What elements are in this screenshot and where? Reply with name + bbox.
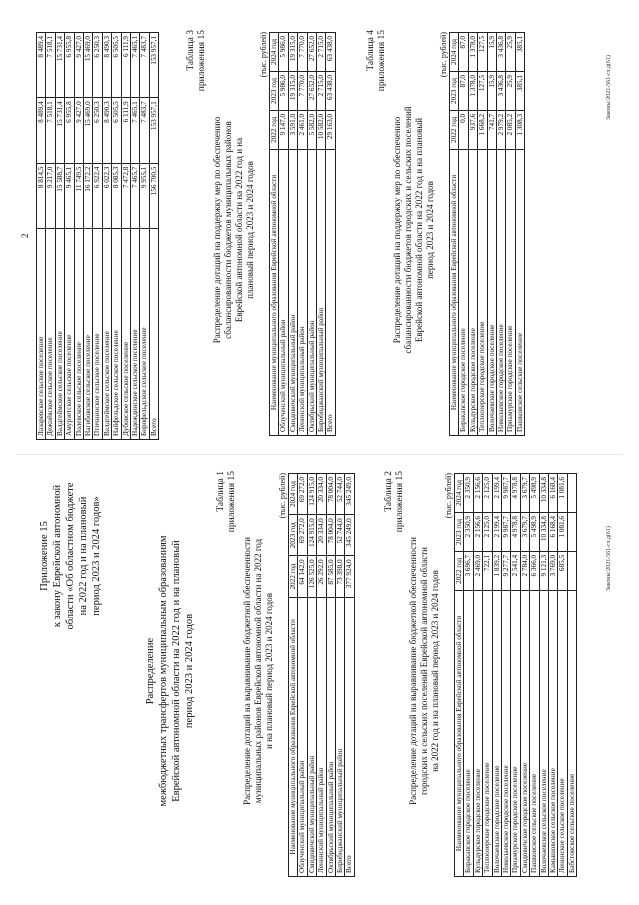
cell-value: 4 978,8	[511, 474, 520, 513]
table-header: 2024 год	[450, 33, 459, 72]
appendix-line: области «Об областном бюджете	[65, 482, 76, 630]
table-row	[149, 33, 158, 440]
caption-line: период 2023 и 2024 годов	[425, 181, 435, 279]
table-row	[511, 474, 520, 877]
table-row	[502, 474, 511, 877]
cell-name: Полевское сельское поселение	[74, 228, 83, 439]
cell-value: 124 915,0	[307, 515, 316, 556]
cell-value: 15,9	[487, 33, 496, 72]
cell-value: 6 505,5	[112, 33, 121, 98]
table3-caption	[212, 40, 256, 420]
cell-value: 7 770,0	[298, 71, 307, 110]
table-row	[288, 33, 297, 436]
table-row	[567, 474, 576, 877]
cell-name: Смидовичский муниципальный район	[288, 149, 297, 435]
table-row	[487, 33, 496, 436]
cell-value: 25,9	[506, 71, 515, 110]
cell-name: Октябрьский муниципальный район	[326, 597, 335, 876]
table-row	[539, 474, 548, 877]
cell-name: Валдгеймское сельское поселение	[55, 228, 64, 439]
cell-value: 1 081,6	[558, 474, 567, 513]
document-title	[144, 531, 196, 811]
cell-value: 3 591,0	[288, 110, 297, 149]
right-page	[16, 14, 623, 450]
cell-name: Ленинское сельское поселение	[558, 590, 567, 876]
table4-unit: (тыс. рублей)	[439, 32, 448, 78]
cell-value: 69 272,0	[298, 515, 307, 556]
cell-name: Облученский муниципальный район	[298, 597, 307, 876]
caption-line: городских и сельских поселений Еврейской автономной области	[419, 547, 429, 795]
cell-value: 5 498,9	[530, 512, 539, 551]
cell-name: Дубовское сельское поселение	[121, 228, 130, 439]
cell-value: 2 541,4	[511, 551, 520, 590]
cell-value: 15 731,4	[55, 33, 64, 98]
table-row	[336, 474, 345, 877]
cell-value: 1 378,0	[468, 33, 477, 72]
cell-value: 1 839,2	[492, 551, 501, 590]
table2-label: Таблица 2	[384, 471, 394, 512]
cell-name: Биробиджанский муниципальный район	[336, 597, 345, 876]
cell-value: 3 769,0	[549, 551, 558, 590]
table3-sub: приложения 15	[197, 30, 207, 92]
table-row	[515, 33, 524, 436]
table-row	[140, 33, 149, 440]
cell-name: Ленинский муниципальный район	[298, 149, 307, 435]
cell-name: Волочаевское городское поселение	[492, 590, 501, 876]
cell-value: 7 518,1	[46, 98, 55, 163]
cell-value: 8 085,3	[112, 163, 121, 228]
cell-value: 26 292,0	[317, 556, 326, 597]
cell-value: 87 585,0	[326, 556, 335, 597]
cell-value: 127,5	[478, 71, 487, 110]
table1-sub: приложения 15	[227, 471, 237, 533]
cell-name: Всего	[326, 149, 335, 435]
cell-value: 9 955,1	[140, 163, 149, 228]
cell-value: 3 679,7	[520, 512, 529, 551]
table3-label-block	[186, 30, 208, 200]
left-page	[16, 459, 623, 891]
table-row	[307, 33, 316, 436]
table-row	[307, 474, 316, 877]
table-row	[473, 474, 482, 877]
cell-value: 27 652,0	[307, 71, 316, 110]
table1-label-block	[216, 471, 238, 641]
cell-value: 2 715,0	[317, 33, 326, 72]
right-footer-code: Законы/2021-561-гл.д(61)	[606, 55, 612, 120]
table-row	[317, 474, 326, 877]
table4	[449, 32, 525, 436]
cell-value: 15 731,4	[55, 98, 64, 163]
cell-name: Кульдурское городское поселение	[468, 149, 477, 435]
cell-value: 15 469,0	[84, 33, 93, 98]
cell-name: Смидовичское городское поселение	[520, 590, 529, 876]
title-line: Распределение	[145, 637, 156, 705]
caption-line: сбалансированности бюджетов городских и сельских поселений	[403, 106, 413, 354]
cell-name: Всего	[149, 228, 158, 439]
cell-value: 9 427,0	[74, 98, 83, 163]
table3-unit: (тыс. рублей)	[259, 32, 268, 78]
table1-label: Таблица 1	[216, 471, 226, 512]
table4-label: Таблица 4	[366, 30, 376, 71]
table-row	[121, 33, 130, 440]
table4-caption	[392, 40, 436, 420]
cell-value: 9 121,3	[539, 551, 548, 590]
cell-value: 8 814,5	[37, 163, 46, 228]
cell-value: 6 366,0	[530, 551, 539, 590]
table-row	[279, 33, 288, 436]
caption-line: Еврейской автономной области на 2022 год и на	[234, 137, 244, 323]
cell-name: Биракanское городское поселение	[459, 149, 468, 435]
table-row	[464, 474, 473, 877]
page-number: 2	[20, 233, 30, 238]
cell-value: 15,9	[487, 71, 496, 110]
page-divider	[16, 454, 623, 455]
cell-value: 20 334,0	[317, 515, 326, 556]
cell-value: 6 022,3	[102, 163, 111, 228]
cell-value: 8 489,4	[37, 98, 46, 163]
table-header: 2023 год	[270, 71, 279, 110]
cell-value: 2 461,0	[298, 110, 307, 149]
table2-caption	[408, 481, 441, 861]
cell-value: 345 249,0	[345, 474, 354, 515]
cell-name: Бирофельдское сельское поселение	[140, 228, 149, 439]
cell-value	[567, 474, 576, 513]
table-row	[459, 33, 468, 436]
table-row	[65, 33, 74, 440]
cell-value: 78 004,0	[326, 474, 335, 515]
left-footer-code: Законы/2021-561-гл.д(61)	[606, 526, 612, 591]
table-row	[506, 33, 515, 436]
cell-value: 156 700,5	[149, 163, 158, 228]
cell-value: 2 199,4	[492, 512, 501, 551]
cell-value: 9 987,7	[502, 512, 511, 551]
cell-value: 16 172,2	[84, 163, 93, 228]
cell-value: 78 004,0	[326, 515, 335, 556]
cell-value: 11 749,5	[74, 163, 83, 228]
cell-name: Дежнёвское сельское поселение	[46, 228, 55, 439]
caption-line: на 2022 год и на плановый период 2023 и 2024 годов	[430, 570, 440, 772]
table1-caption	[242, 481, 275, 861]
cell-name: Волочаевское городское поселение	[487, 149, 496, 435]
cell-value: 937,6	[468, 110, 477, 149]
cell-value: 2 199,4	[492, 474, 501, 513]
cell-value: 1 308,3	[515, 110, 524, 149]
cell-value: 52 744,0	[336, 474, 345, 515]
cell-value: 2 125,0	[483, 474, 492, 513]
table2-unit: (тыс. рублей)	[444, 473, 453, 519]
cell-value: 9 277,7	[502, 551, 511, 590]
title-line: период 2023 и 2024 годов	[184, 613, 195, 729]
table-row	[112, 33, 121, 440]
cell-value	[567, 512, 576, 551]
cell-name: Николаевское городское поселение	[497, 149, 506, 435]
cell-value: 9 147,0	[279, 110, 288, 149]
cell-name: Бабстовское сельское поселение	[567, 590, 576, 876]
cell-value: 0,0	[459, 110, 468, 149]
table-header: Наименование муниципального образования Еврейской автономной области	[289, 597, 298, 876]
cell-value: 73 398,0	[336, 556, 345, 597]
cell-value: 124 915,0	[307, 474, 316, 515]
cell-value: 9 427,0	[74, 33, 83, 98]
cell-value: 377 924,0	[345, 556, 354, 597]
cell-value: 6 168,4	[549, 474, 558, 513]
cell-value: 3 679,7	[520, 474, 529, 513]
cell-value: 6 168,4	[549, 512, 558, 551]
table-row	[74, 33, 83, 440]
table-row	[483, 474, 492, 877]
cell-value: 1 668,2	[478, 110, 487, 149]
cell-value: 126 525,0	[307, 556, 316, 597]
cell-value: 6 505,5	[112, 98, 121, 163]
cell-name: Биробиджанский муниципальный район	[317, 149, 326, 435]
cell-value: 6 955,8	[65, 98, 74, 163]
table-row	[298, 33, 307, 436]
cell-name: Всего	[345, 597, 354, 876]
cell-value: 2 156,6	[473, 512, 482, 551]
table2-label-block	[384, 471, 406, 641]
cell-value: 87,0	[459, 33, 468, 72]
cell-value: 7 483,7	[140, 98, 149, 163]
cell-name: Николаевское городское поселение	[502, 590, 511, 876]
cell-value: 2 469,0	[473, 551, 482, 590]
cell-value: 63 438,0	[326, 33, 335, 72]
appendix-line: Приложение 15	[39, 521, 50, 591]
cell-name: Валдгеймское сельское поселение	[102, 228, 111, 439]
appendix-line: период 2023 и 2024 годов»	[91, 496, 102, 616]
table-row	[326, 33, 335, 436]
table2-continuation	[36, 32, 159, 440]
table-row	[468, 33, 477, 436]
table-header: 2022 год	[455, 551, 464, 590]
cell-value: 2 784,0	[520, 551, 529, 590]
table-row	[530, 474, 539, 877]
cell-value: 3 436,8	[497, 71, 506, 110]
cell-name: Волочаевское сельское поселение	[539, 590, 548, 876]
table-header: 2022 год	[289, 556, 298, 597]
cell-name: Биракanское городское поселение	[464, 590, 473, 876]
table-row	[298, 474, 307, 877]
cell-value: 1 081,6	[558, 512, 567, 551]
cell-value: 2 350,9	[464, 474, 473, 513]
cell-value: 10 582,0	[317, 110, 326, 149]
cell-value: 2 350,9	[464, 512, 473, 551]
cell-value: 27 652,0	[307, 33, 316, 72]
table-row	[37, 33, 46, 440]
cell-value: 5 986,0	[279, 71, 288, 110]
table1	[288, 473, 355, 877]
table-row	[46, 33, 55, 440]
cell-name: Птичнинское сельское поселение	[93, 228, 102, 439]
table-row	[520, 474, 529, 877]
cell-value: 7 465,7	[131, 163, 140, 228]
cell-name: Надеждинское сельское поселение	[131, 228, 140, 439]
title-line: межбюджетных трансфертов муниципальным образованиям	[158, 535, 169, 807]
cell-value: 2 125,0	[483, 512, 492, 551]
cell-value: 7 465,1	[131, 33, 140, 98]
cell-value: 9 987,7	[502, 474, 511, 513]
cell-value: 15 588,7	[55, 163, 64, 228]
cell-value: 722,1	[483, 551, 492, 590]
cell-value: 153 957,1	[149, 98, 158, 163]
cell-name: Пашковское сельское поселение	[530, 590, 539, 876]
table3	[269, 32, 336, 436]
cell-value: 15 469,0	[84, 98, 93, 163]
cell-value: 87,0	[459, 71, 468, 110]
table-row	[102, 33, 111, 440]
table2	[454, 473, 577, 877]
cell-value: 10 334,8	[539, 474, 548, 513]
table-row	[345, 474, 354, 877]
cell-name: Кульдурское городское поселение	[473, 590, 482, 876]
cell-name: Теплоозерское городское поселение	[483, 590, 492, 876]
cell-value: 345 249,0	[345, 515, 354, 556]
caption-line: Распределение дотаций на поддержку мер по обеспечению	[392, 116, 402, 344]
cell-value: 8 489,4	[37, 33, 46, 98]
table-row	[131, 33, 140, 440]
table-header: 2022 год	[270, 110, 279, 149]
table-header: 2023 год	[289, 515, 298, 556]
cell-value: 6 922,4	[93, 163, 102, 228]
cell-name: Теплоозерское городское поселение	[478, 149, 487, 435]
cell-value: 7 518,1	[46, 33, 55, 98]
table-row	[93, 33, 102, 440]
table-row	[549, 474, 558, 877]
table-header: Наименование муниципального образования Еврейской автономной области	[450, 149, 459, 435]
cell-value: 7 483,7	[140, 33, 149, 98]
table-row	[317, 33, 326, 436]
cell-name: Приамурское городское поселение	[506, 149, 515, 435]
cell-value: 1 378,0	[468, 71, 477, 110]
cell-value: 153 957,1	[149, 33, 158, 98]
caption-line: Распределение дотаций на поддержку мер по обеспечению	[212, 116, 222, 344]
cell-value: 2 715,0	[317, 71, 326, 110]
cell-value: 741,7	[487, 110, 496, 149]
cell-value: 2 085,2	[506, 110, 515, 149]
cell-value: 8 490,3	[102, 98, 111, 163]
table-header: 2023 год	[455, 512, 464, 551]
table-row	[55, 33, 64, 440]
cell-name: Приамурское городское поселение	[511, 590, 520, 876]
cell-name: Найфельдское сельское поселение	[112, 228, 121, 439]
table-header: 2023 год	[450, 71, 459, 110]
caption-line: сбалансированности бюджетов муниципальных районов	[223, 121, 233, 339]
cell-name: Облученский муниципальный район	[279, 149, 288, 435]
table4-sub: приложения 15	[377, 30, 387, 92]
cell-value: 127,5	[478, 33, 487, 72]
cell-name: Нагибовское сельское поселение	[84, 228, 93, 439]
table-header: 2022 год	[450, 110, 459, 149]
cell-value	[567, 551, 576, 590]
table2-sub: приложения 15	[395, 471, 405, 533]
appendix-header	[38, 466, 103, 646]
table-header: Наименование муниципального образования Еврейской автономной области	[455, 590, 464, 876]
caption-line: Распределение дотаций на выравнивание бюджетной обеспеченности	[408, 537, 418, 805]
cell-value: 5 582,0	[307, 110, 316, 149]
cell-value: 9 465,1	[65, 163, 74, 228]
cell-value: 52 744,0	[336, 515, 345, 556]
cell-value: 6 250,3	[93, 98, 102, 163]
cell-value: 6 955,8	[65, 33, 74, 98]
table4-label-block	[366, 30, 388, 200]
cell-value: 6 250,3	[93, 33, 102, 98]
cell-value: 685,5	[558, 551, 567, 590]
table-header: Наименование муниципального образования Еврейской автономной области	[270, 149, 279, 435]
cell-value: 385,1	[515, 71, 524, 110]
table-header: 2024 год	[455, 474, 464, 513]
caption-line: Распределение дотаций на выравнивание бюджетной обеспеченности	[242, 537, 252, 805]
cell-name: Камышовское сельское поселение	[549, 590, 558, 876]
cell-name: Октябрьский муниципальный район	[307, 149, 316, 435]
cell-value: 9 217,0	[46, 163, 55, 228]
cell-value: 19 315,0	[288, 71, 297, 110]
caption-line: муниципальных районов Еврейской автономной области на 2022 год	[253, 538, 263, 804]
table3-label: Таблица 3	[186, 30, 196, 71]
cell-value: 5 498,9	[530, 474, 539, 513]
cell-value: 7 770,0	[298, 33, 307, 72]
cell-value: 25,9	[506, 33, 515, 72]
cell-value: 69 272,0	[298, 474, 307, 515]
cell-value: 6 111,9	[121, 98, 130, 163]
cell-value: 6 111,9	[121, 33, 130, 98]
caption-line: плановый период 2023 и 2024 годов	[245, 161, 255, 299]
table-row	[326, 474, 335, 877]
cell-name: Ленинский муниципальный район	[317, 597, 326, 876]
table-row	[558, 474, 567, 877]
appendix-line: на 2022 год и на плановый	[78, 496, 89, 616]
cell-name: Смидовичский муниципальный район	[307, 597, 316, 876]
cell-value: 20 334,0	[317, 474, 326, 515]
table-row	[492, 474, 501, 877]
cell-name: Пашковское сельское поселение	[515, 149, 524, 435]
cell-value: 7 465,1	[131, 98, 140, 163]
cell-value: 3 696,7	[464, 551, 473, 590]
cell-value: 5 986,0	[279, 33, 288, 72]
cell-value: 8 490,3	[102, 33, 111, 98]
cell-value: 2 979,2	[497, 110, 506, 149]
table1-unit: (тыс. рублей)	[278, 473, 287, 519]
title-line: Еврейской автономной области на 2022 год и на плановый	[171, 540, 182, 802]
rotated-document-sheet	[16, 14, 623, 891]
cell-value: 4 978,8	[511, 512, 520, 551]
cell-value: 64 142,0	[298, 556, 307, 597]
cell-value: 2 156,6	[473, 474, 482, 513]
cell-name: Лазаревское сельское поселение	[37, 228, 46, 439]
caption-line: Еврейской автономной области на 2022 год и на плановый	[414, 117, 424, 343]
cell-value: 63 438,0	[326, 71, 335, 110]
appendix-line: к закону Еврейской автономной	[52, 484, 63, 628]
cell-value: 7 472,8	[121, 163, 130, 228]
table-header: 2024 год	[289, 474, 298, 515]
cell-name: Амурзетское сельское поселение	[65, 228, 74, 439]
table-row	[497, 33, 506, 436]
cell-value: 10 334,8	[539, 512, 548, 551]
cell-value: 19 315,0	[288, 33, 297, 72]
table-row	[84, 33, 93, 440]
cell-value: 29 163,0	[326, 110, 335, 149]
table-row	[478, 33, 487, 436]
table-header: 2024 год	[270, 33, 279, 72]
cell-value: 3 436,8	[497, 33, 506, 72]
caption-line: и на плановый период 2023 и 2024 годов	[264, 593, 274, 749]
cell-value: 385,1	[515, 33, 524, 72]
